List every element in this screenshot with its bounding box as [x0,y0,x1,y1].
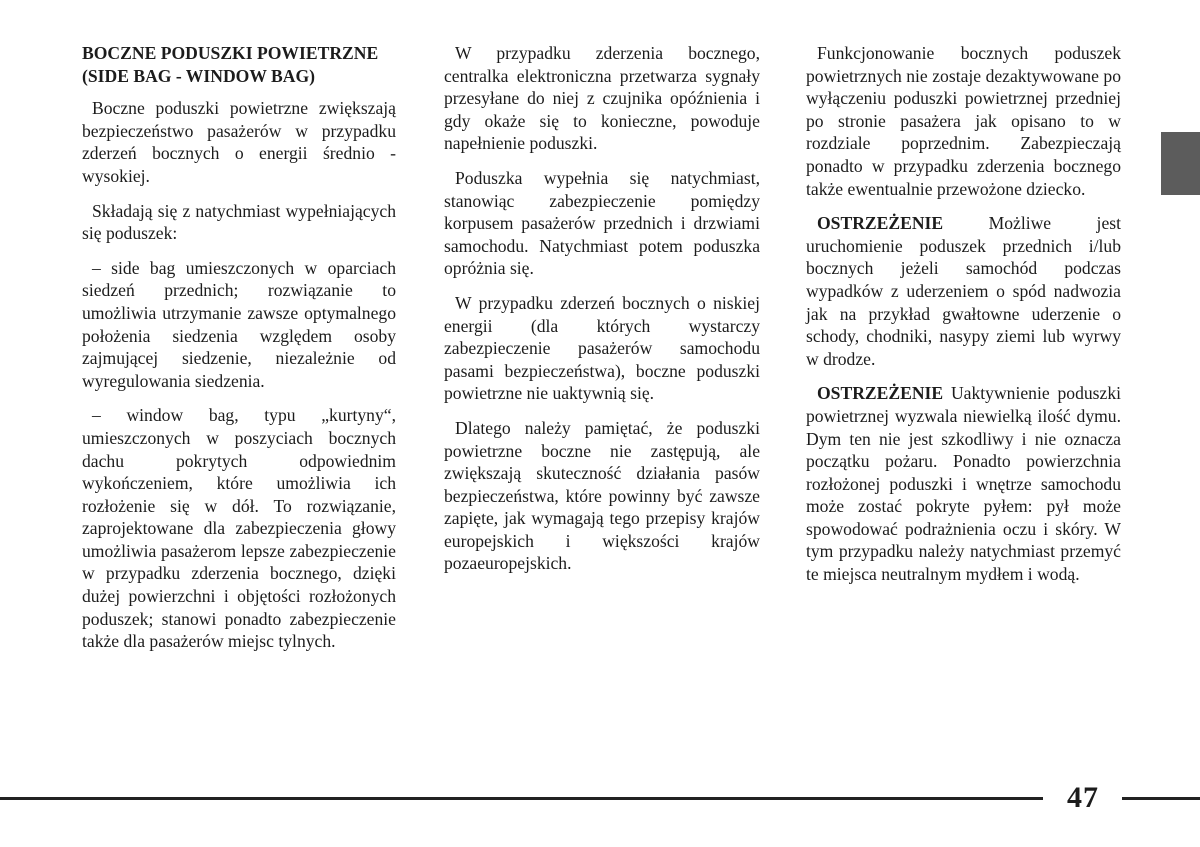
column-left [82,42,396,665]
paragraph: Poduszka wypełnia się natychmiast, stanowiąc zabezpieczenie pomiędzy korpusem pasażerów przednich i drzwiami samochodu. Natychmiast potem poduszka opróżnia się. [444,167,760,279]
warning-paragraph [806,212,1121,370]
column-middle [444,42,760,587]
paragraph: Składają się z natychmiast wypełniających się poduszek: [82,200,396,244]
paragraph: Funkcjonowanie bocznych poduszek powietrznych nie zostaje dezaktywowane po wyłączeniu poduszki powietrznej przedniej po stronie pasażera jak opisano to w rozdziale poprzednim. Zabezpieczają ponadto w przypadku zderzenia bocznego także ewentualnie przewożone dziecko. [806,43,1121,199]
warning-paragraph [806,382,1121,585]
section-heading: BOCZNE PODUSZKI POWIETRZNE (SIDE BAG - WINDOW BAG) [82,43,379,86]
column-right [806,42,1121,598]
footer-rule-right [1122,797,1200,800]
warning-text: Możliwe jest uruchomienie poduszek przednich i/lub bocznych jeżeli samochód podczas wypadków z uderzeniem o spód nadwozia jak na przykład gwałtowne uderzenie o schody, chodniki, nasypy ziemi lub wyrwy w drodze. [806,213,1121,369]
paragraph: Boczne poduszki powietrzne zwiększają bezpieczeństwo pasażerów w przypadku zderzeń bocznych o energii średnio - wysokiej. [82,98,396,186]
paragraph: – side bag umieszczonych w oparciach siedzeń przednich; rozwiązanie to umożliwia utrzymanie zawsze optymalnego położenia siedzenia względem osoby zajmującej siedzenie, niezależnie od wyregulowania siedzenia. [82,257,396,391]
footer-rule-left [0,797,1043,800]
paragraph: Dlatego należy pamiętać, że poduszki powietrzne boczne nie zastępują, ale zwiększają skuteczność działania pasów bezpieczeństwa, które powinny być zawsze zapięte, jak wymagają tego przepisy krajów europejskich i większości krajów pozaeuropejskich. [444,417,760,574]
paragraph: – window bag, typu „kurtyny“, umieszczonych w poszyciach bocznych dachu pokrytych odpowiednim wykończeniem, które umożliwia ich rozłożenie się w dół. To rozwiązanie, zaprojektowane dla zabezpieczenia głowy umożliwia pasażerom lepsze zabezpieczenie w przypadku zderzenia bocznego, dzięki dużej powierzchni i objętości rozłożonych poduszek; stanowi ponadto zabezpieczenie także dla pasażerów miejsc tylnych. [82,405,396,652]
warning-label: OSTRZEŻENIE [817,213,944,234]
chapter-tab-marker [1161,132,1200,195]
paragraph: W przypadku zderzeń bocznych o niskiej energii (dla których wystarczy zabezpieczenie pasażerów samochodu pasami bezpieczeństwa), boczne poduszki powietrzne nie uaktywnią się. [444,292,760,404]
page-number: 47 [1067,781,1099,814]
paragraph: W przypadku zderzenia bocznego, centralka elektroniczna przetwarza sygnały przesyłane do niej z czujnika opóźnienia i gdy okaże się to konieczne, powoduje napełnienie poduszki. [444,43,760,154]
warning-text: Uaktywnienie poduszki powietrznej wyzwala niewielką ilość dymu. Dym ten nie jest szkodliwy i nie oznacza początku pożaru. Ponadto powierzchnia rozłożonej poduszki i wnętrze samochodu może zostać pokryte pyłem: pył może spowodować podrażnienia oczu i skóry. W tym przypadku należy natychmiast przemyć te miejsca neutralnym mydłem i wodą. [806,383,1121,585]
warning-label: OSTRZEŻENIE [817,383,944,404]
